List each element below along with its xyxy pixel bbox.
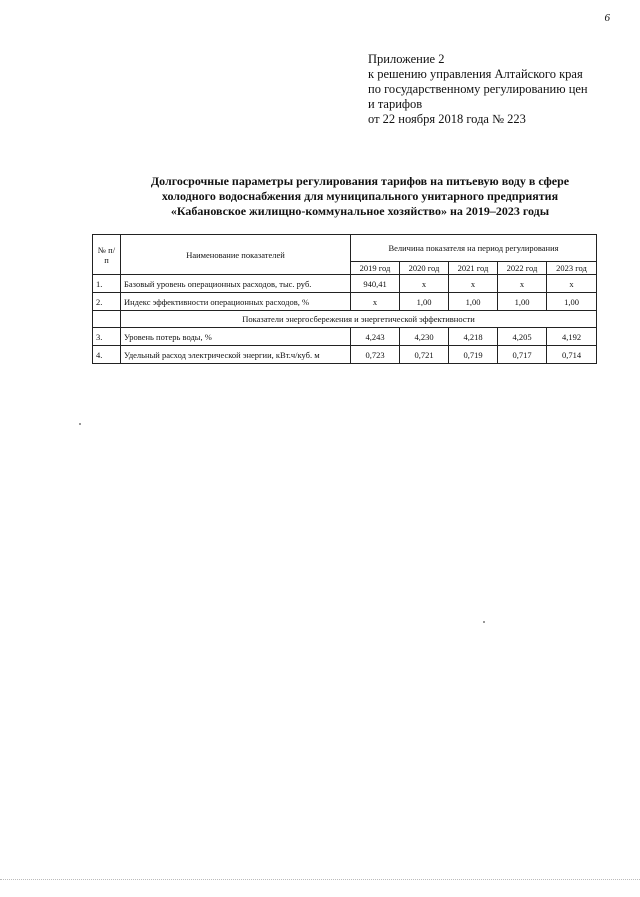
row-value: х bbox=[400, 275, 449, 293]
header-year: 2020 год bbox=[400, 262, 449, 275]
row-value: 0,723 bbox=[351, 346, 400, 364]
scan-speck bbox=[483, 621, 485, 623]
row-value: 1,00 bbox=[498, 293, 547, 311]
row-value: 1,00 bbox=[547, 293, 597, 311]
table-row bbox=[93, 346, 597, 364]
title-line: Долгосрочные параметры регулирования тарифов на питьевую воду в сфере bbox=[150, 174, 570, 188]
row-num: 3. bbox=[93, 328, 121, 346]
row-value: х bbox=[547, 275, 597, 293]
table-row bbox=[93, 275, 597, 293]
row-num: 4. bbox=[93, 346, 121, 364]
row-value: х bbox=[498, 275, 547, 293]
section-row bbox=[93, 311, 597, 328]
table-row bbox=[93, 293, 597, 311]
header-year: 2023 год bbox=[547, 262, 597, 275]
row-name: Уровень потерь воды, % bbox=[121, 328, 351, 346]
header-row bbox=[93, 235, 597, 262]
appendix-line: Приложение 2 bbox=[368, 52, 445, 66]
row-value: 0,714 bbox=[547, 346, 597, 364]
scan-edge bbox=[0, 879, 640, 881]
appendix-line: от 22 ноября 2018 года № 223 bbox=[368, 112, 526, 126]
row-value: 0,719 bbox=[449, 346, 498, 364]
section-title: Показатели энергосбережения и энергетической эффективности bbox=[121, 311, 597, 328]
row-value: 0,717 bbox=[498, 346, 547, 364]
header-year: 2021 год bbox=[449, 262, 498, 275]
appendix-line: по государственному регулированию цен bbox=[368, 82, 588, 96]
row-value: 4,218 bbox=[449, 328, 498, 346]
row-value: 1,00 bbox=[449, 293, 498, 311]
row-value: х bbox=[351, 293, 400, 311]
scan-speck bbox=[79, 423, 81, 425]
header-year: 2019 год bbox=[351, 262, 400, 275]
row-value: 4,243 bbox=[351, 328, 400, 346]
row-value: 0,721 bbox=[400, 346, 449, 364]
header-period: Величина показателя на период регулирования bbox=[351, 235, 597, 262]
row-value: 940,41 bbox=[351, 275, 400, 293]
row-name: Индекс эффективности операционных расходов, % bbox=[121, 293, 351, 311]
title-line: холодного водоснабжения для муниципального унитарного предприятия bbox=[161, 189, 559, 203]
parameters-table bbox=[92, 234, 597, 364]
table-row bbox=[93, 328, 597, 346]
row-num: 1. bbox=[93, 275, 121, 293]
appendix-line: к решению управления Алтайского края bbox=[368, 67, 583, 81]
appendix-line: и тарифов bbox=[368, 97, 423, 111]
row-value: 4,205 bbox=[498, 328, 547, 346]
row-name: Удельный расход электрической энергии, кВт.ч/куб. м bbox=[121, 346, 351, 364]
row-name: Базовый уровень операционных расходов, тыс. руб. bbox=[121, 275, 351, 293]
row-value: 1,00 bbox=[400, 293, 449, 311]
row-value: 4,230 bbox=[400, 328, 449, 346]
row-value: х bbox=[449, 275, 498, 293]
appendix-block bbox=[368, 52, 618, 127]
header-num: № п/п bbox=[93, 235, 121, 275]
row-value: 4,192 bbox=[547, 328, 597, 346]
title-line: «Кабановское жилищно-коммунальное хозяйство» на 2019–2023 годы bbox=[170, 204, 550, 218]
row-num: 2. bbox=[93, 293, 121, 311]
page-number: 6 bbox=[604, 12, 610, 24]
document-title bbox=[80, 174, 640, 219]
header-year: 2022 год bbox=[498, 262, 547, 275]
section-num-cell bbox=[93, 311, 121, 328]
header-name: Наименование показателей bbox=[121, 235, 351, 275]
